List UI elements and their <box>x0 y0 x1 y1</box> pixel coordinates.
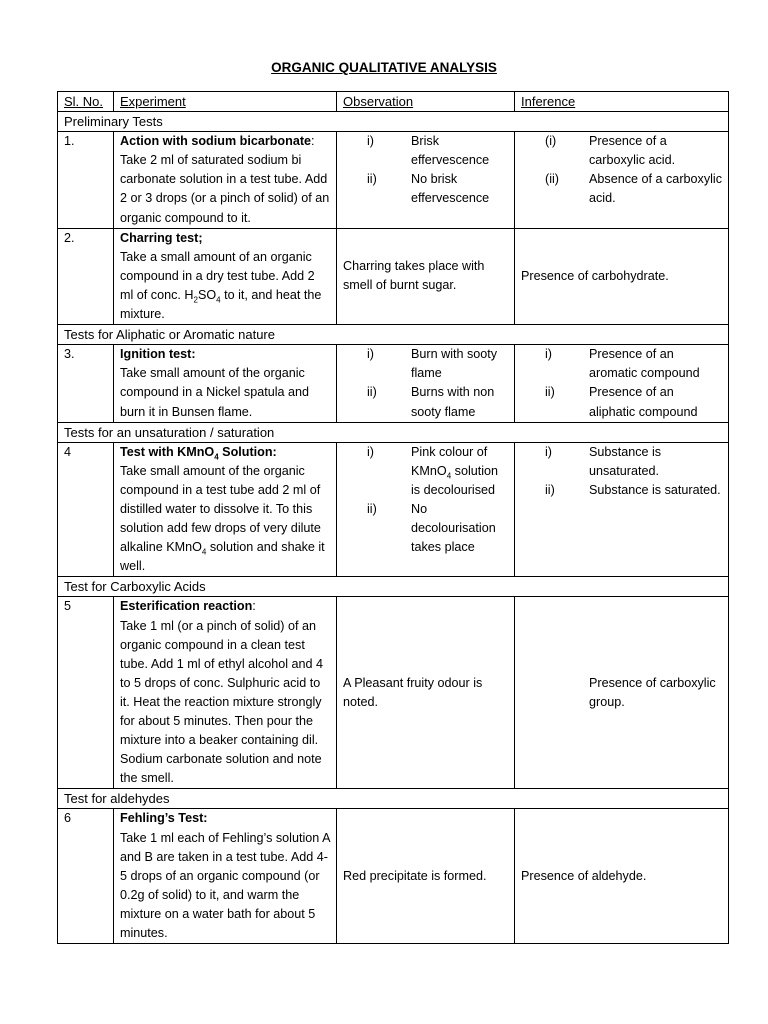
section-unsaturation: Tests for an unsaturation / saturation <box>58 422 729 442</box>
item-number: i) <box>545 347 552 362</box>
item-number: ii) <box>367 385 377 400</box>
observation-item <box>343 170 508 208</box>
item-text: No decolourisation takes place <box>411 501 496 555</box>
spacer <box>521 674 589 712</box>
item-text <box>411 443 508 500</box>
item-text: No brisk effervescence <box>411 172 490 206</box>
table-row <box>58 809 729 944</box>
experiment-title: Esterification reaction <box>120 599 253 614</box>
inference-cell <box>515 597 729 789</box>
experiment-cell <box>114 132 337 228</box>
body-text: Take small amount of the organic compound in a test tube add 2 ml of distilled water to dissolve it. To this solution add few drops of very dilute alkaline KMnO <box>120 463 321 555</box>
observation-cell: Charring takes place with smell of burnt sugar. <box>337 228 515 324</box>
observation-cell: A Pleasant fruity odour is noted. <box>337 597 515 789</box>
row-number: 6 <box>58 809 114 944</box>
item-number: i) <box>367 134 374 149</box>
item-text: Burns with non sooty flame <box>411 385 495 419</box>
item-number: (ii) <box>545 172 559 187</box>
inference-item <box>521 132 722 170</box>
experiment-title: Ignition test: <box>120 347 196 362</box>
page-title: ORGANIC QUALITATIVE ANALYSIS <box>271 60 497 75</box>
subscript: 4 <box>216 295 221 305</box>
header-sl-no: Sl. No. <box>58 92 114 112</box>
item-text: Presence of an aromatic compound <box>589 347 700 381</box>
inference-cell <box>515 132 729 228</box>
item-number: i) <box>367 347 374 362</box>
observation-cell <box>337 345 515 422</box>
subscript: 2 <box>193 295 198 305</box>
observation-cell <box>337 132 515 228</box>
inference-cell <box>515 442 729 577</box>
row-number: 1. <box>58 132 114 228</box>
section-aliphatic-aromatic: Tests for Aliphatic or Aromatic nature <box>58 325 729 345</box>
body-text: Take a small amount of an organic compound in a dry test tube. Add 2 ml of conc. H <box>120 249 315 302</box>
item-text: Presence of a carboxylic acid. <box>589 134 676 168</box>
text: Pink colour of KMnO <box>411 444 488 478</box>
inference-item <box>521 481 722 500</box>
experiment-cell <box>114 442 337 577</box>
observation-item <box>343 345 508 383</box>
item-number: i) <box>545 444 552 459</box>
item-number: (i) <box>545 134 557 149</box>
experiment-body <box>120 464 325 573</box>
section-aldehydes: Test for aldehydes <box>58 789 729 809</box>
item-number: ii) <box>367 172 377 187</box>
experiment-title <box>120 444 277 462</box>
section-preliminary-tests: Preliminary Tests <box>58 112 729 132</box>
row-number: 4 <box>58 442 114 577</box>
header-experiment: Experiment <box>114 92 337 112</box>
item-number: ii) <box>545 482 555 497</box>
text: solution is decolourised <box>411 463 499 497</box>
title-text: Test with KMnO <box>120 444 215 459</box>
row-number: 2. <box>58 228 114 324</box>
analysis-table <box>57 91 729 944</box>
experiment-body: Take small amount of the organic compound in a Nickel spatula and burn it in Bunsen flame. <box>120 366 310 419</box>
inference-item <box>521 443 722 481</box>
item-text: Presence of carboxylic group. <box>589 675 716 709</box>
observation-item <box>343 443 508 500</box>
experiment-title: Action with sodium bicarbonate <box>120 134 312 149</box>
observation-item <box>343 500 508 557</box>
experiment-cell <box>114 228 337 324</box>
experiment-title-suffix: : <box>252 599 256 614</box>
item-text: Absence of a carboxylic acid. <box>589 172 723 206</box>
experiment-title: Fehling’s Test: <box>120 811 208 826</box>
inference-item <box>521 170 722 208</box>
table-row <box>58 345 729 422</box>
subscript: 4 <box>201 547 207 557</box>
header-inference: Inference <box>515 92 729 112</box>
item-number: ii) <box>545 385 555 400</box>
body-text: SO <box>197 287 217 302</box>
experiment-title-suffix: : <box>311 134 315 149</box>
table-row <box>58 597 729 789</box>
row-number: 3. <box>58 345 114 422</box>
inference-item <box>521 345 722 383</box>
item-text: Substance is unsaturated. <box>589 444 662 478</box>
table-row <box>58 132 729 228</box>
experiment-cell <box>114 345 337 422</box>
item-text: Presence of an aliphatic compound <box>589 385 698 419</box>
section-carboxylic-acids: Test for Carboxylic Acids <box>58 577 729 597</box>
item-number: i) <box>367 444 374 459</box>
inference-item <box>521 674 722 712</box>
body-text: solution and shake it well. <box>120 540 325 574</box>
experiment-body: Take 1 ml each of Fehling’s solution A and B are taken in a test tube. Add 4-5 drops of an organic compound (or 0.2g of solid) to it, and warm the mixture on a water bath for about 5 minutes. <box>120 830 330 941</box>
table-row <box>58 228 729 324</box>
item-text: Brisk effervescence <box>411 134 490 168</box>
title-text: Solution: <box>218 444 277 459</box>
item-text: Substance is saturated. <box>589 482 721 497</box>
experiment-body <box>120 250 321 321</box>
experiment-body: Take 2 ml of saturated sodium bi carbonate solution in a test tube. Add 2 or 3 drops (or a pinch of solid) of an organic compound to it. <box>120 153 330 225</box>
experiment-cell <box>114 809 337 944</box>
row-number: 5 <box>58 597 114 789</box>
inference-item <box>521 383 722 421</box>
observation-cell: Red precipitate is formed. <box>337 809 515 944</box>
experiment-body: Take 1 ml (or a pinch of solid) of an organic compound in a clean test tube. Add 1 ml of ethyl alcohol and 4 to 5 drops of conc. Sulphuric acid to it. Heat the reaction mixture strongly for about 5 minutes. Then pour the mixture into a beaker containing dil. Sodium carbonate solution and note the smell. <box>120 618 324 786</box>
experiment-cell <box>114 597 337 789</box>
item-text: Burn with sooty flame <box>411 347 498 381</box>
subscript: 4 <box>446 471 452 481</box>
body-text: to it, and heat the mixture. <box>120 287 322 322</box>
experiment-title: Charring test; <box>120 230 203 245</box>
header-observation: Observation <box>337 92 515 112</box>
item-number: ii) <box>367 501 377 516</box>
observation-item <box>343 132 508 170</box>
inference-cell <box>515 345 729 422</box>
inference-cell: Presence of carbohydrate. <box>515 228 729 324</box>
subscript: 4 <box>214 452 219 462</box>
observation-cell <box>337 442 515 577</box>
table-row <box>58 442 729 577</box>
inference-cell: Presence of aldehyde. <box>515 809 729 944</box>
header-row <box>58 92 729 112</box>
observation-item <box>343 383 508 421</box>
